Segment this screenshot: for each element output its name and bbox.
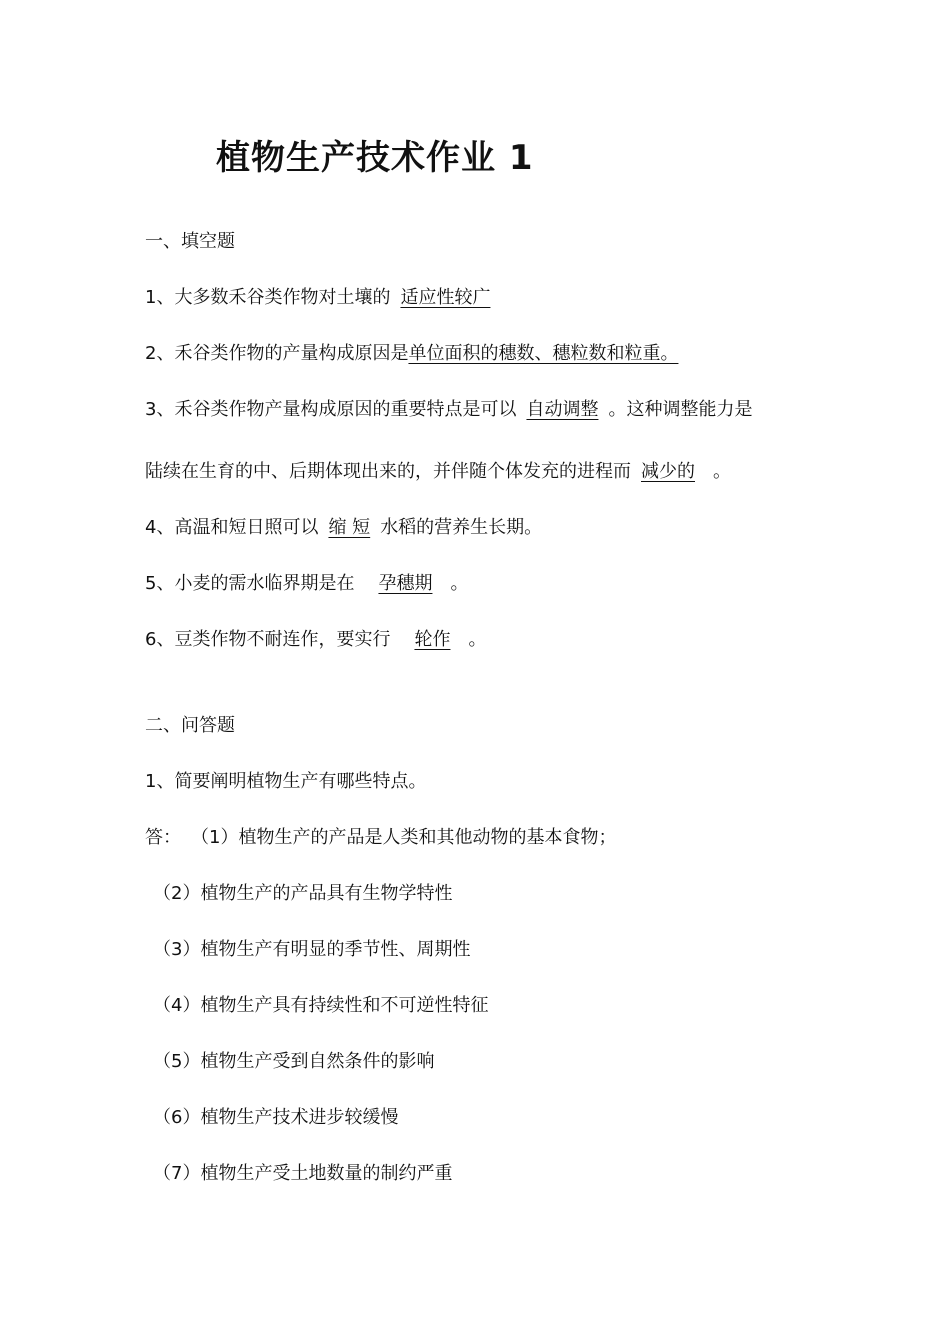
- question-text: 1、大多数禾谷类作物对土壤的: [145, 287, 391, 308]
- fill-question-3-continued: [145, 459, 731, 485]
- answer-point: （5）植物生产受到自然条件的影响: [153, 1051, 435, 1072]
- question-text: 。: [450, 573, 469, 594]
- qa-question-1: 1、简要阐明植物生产有哪些特点。: [145, 771, 427, 792]
- question-text: 3、禾谷类作物产量构成原因的重要特点是可以: [145, 399, 517, 420]
- answer-point: （3）植物生产有明显的季节性、周期性: [153, 939, 471, 960]
- answer-blank: 孕穗期: [378, 573, 433, 594]
- question-text: 。: [713, 461, 731, 482]
- question-text: 。这种调整能力是: [608, 399, 753, 420]
- answer-blank: 自动调整: [526, 399, 599, 420]
- answer-point: （1）植物生产的产品是人类和其他动物的基本食物；: [191, 827, 617, 848]
- section-heading-fill-blank: 一、填空题: [145, 231, 235, 252]
- answer-blank: 适应性较广: [400, 287, 491, 308]
- answer-blank: 缩 短: [328, 517, 371, 538]
- answer-point: （6）植物生产技术进步较缓慢: [153, 1107, 399, 1128]
- question-text: 6、豆类作物不耐连作，要实行: [145, 629, 391, 650]
- question-text: 陆续在生育的中、后期体现出来的，并伴随个体发充的进程而: [145, 461, 631, 482]
- answer-blank: 减少的: [641, 461, 695, 482]
- answer-point: （2）植物生产的产品具有生物学特性: [153, 883, 453, 904]
- question-text: 水稻的营养生长期。: [380, 517, 543, 538]
- question-text: 。: [468, 629, 487, 650]
- answer-point: （7）植物生产受土地数量的制约严重: [153, 1163, 453, 1184]
- question-text: 2、禾谷类作物的产量构成原因是: [145, 343, 409, 364]
- fill-question-6: [145, 627, 486, 653]
- fill-question-3: [145, 397, 752, 423]
- answer-blank: 单位面积的穗数、穗粒数和粒重。: [408, 343, 679, 364]
- fill-question-4: [145, 515, 542, 541]
- fill-question-2: [145, 341, 678, 367]
- fill-question-5: [145, 571, 468, 597]
- answer-label: 答：: [145, 827, 181, 848]
- answer-blank: 轮作: [414, 629, 451, 650]
- answer-point: （4）植物生产具有持续性和不可逆性特征: [153, 995, 489, 1016]
- section-heading-qa: 二、问答题: [145, 715, 235, 736]
- answer-line-1: [145, 825, 616, 851]
- question-text: 4、高温和短日照可以: [145, 517, 319, 538]
- question-text: 5、小麦的需水临界期是在: [145, 573, 355, 594]
- fill-question-1: [145, 285, 490, 311]
- page-title: 植物生产技术作业 1: [216, 138, 534, 178]
